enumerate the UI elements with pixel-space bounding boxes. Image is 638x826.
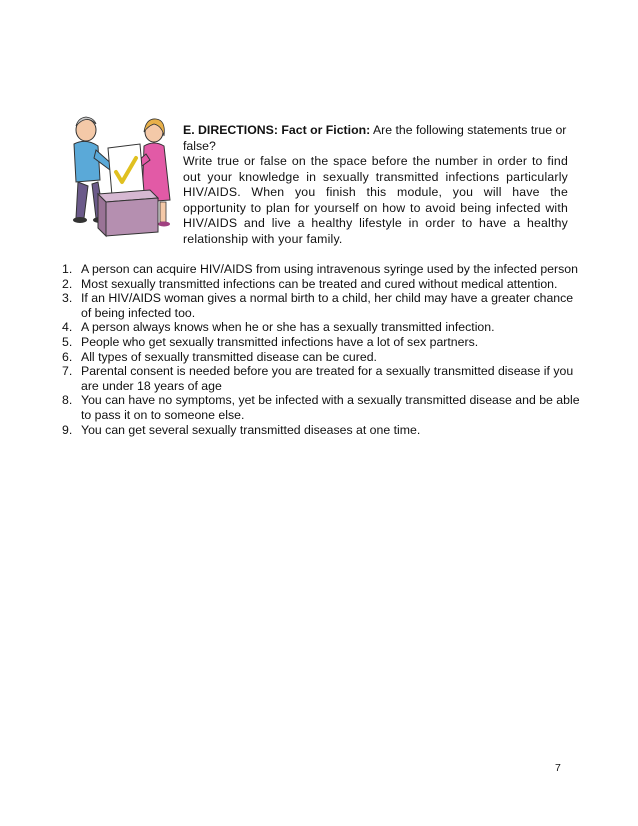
item-number: 1. <box>62 262 73 276</box>
item-text: You can get several sexually transmitted diseases at one time. <box>81 422 421 437</box>
directions-heading <box>183 123 568 154</box>
directions-subtitle: Are the following statements true or false? <box>183 123 567 153</box>
item-number: 6. <box>62 349 73 364</box>
item-text: You can have no symptoms, yet be infected with a sexually transmitted disease and be able to pass it on to someone else. <box>81 393 580 422</box>
list-item <box>62 262 582 277</box>
ballot-paper <box>108 144 144 196</box>
item-text: If an HIV/AIDS woman gives a normal birth to a child, her child may have a greater chance of being infected too. <box>81 291 574 320</box>
statement-list <box>62 262 582 437</box>
list-item <box>62 320 582 335</box>
list-item <box>62 350 582 365</box>
item-number: 3. <box>62 291 73 306</box>
item-number: 2. <box>62 276 73 291</box>
item-text: Most sexually transmitted infections can be treated and cured without medical attention. <box>81 276 558 291</box>
directions-title: E. DIRECTIONS: Fact or Fiction: <box>183 123 371 137</box>
list-item <box>62 335 582 350</box>
item-text: A person always knows when he or she has a sexually transmitted infection. <box>81 320 495 335</box>
item-text: All types of sexually transmitted disease can be cured. <box>81 349 377 364</box>
item-text: People who get sexually transmitted infections have a lot of sex partners. <box>81 334 479 349</box>
list-item <box>62 291 582 320</box>
list-item <box>62 423 582 438</box>
item-text: A person can acquire HIV/AIDS from using intravenous syringe used by the infected person <box>81 262 578 276</box>
list-item <box>62 277 582 292</box>
item-number: 8. <box>62 393 73 408</box>
item-number: 9. <box>62 422 73 437</box>
item-number: 7. <box>62 364 73 379</box>
directions-body: Write true or false on the space before the number in order to find out your knowledge in sexually transmitted infections particularly HIV/AIDS. When you finish this module, you will have the opportunity to plan for yourself on how to avoid being infected with HIV/AIDS and live a healthy lifestyle in order to have a healthy relationship with your family. <box>183 154 568 246</box>
item-number: 5. <box>62 334 73 349</box>
item-text: Parental consent is needed before you are treated for a sexually transmitted disease if you are under 18 years of age <box>81 364 574 393</box>
ballot-box-illustration <box>64 110 176 238</box>
ballot-box <box>98 190 158 236</box>
item-number: 4. <box>62 320 73 335</box>
directions-block <box>183 123 568 247</box>
list-item <box>62 393 582 422</box>
list-item <box>62 364 582 393</box>
page-number: 7 <box>555 762 561 774</box>
